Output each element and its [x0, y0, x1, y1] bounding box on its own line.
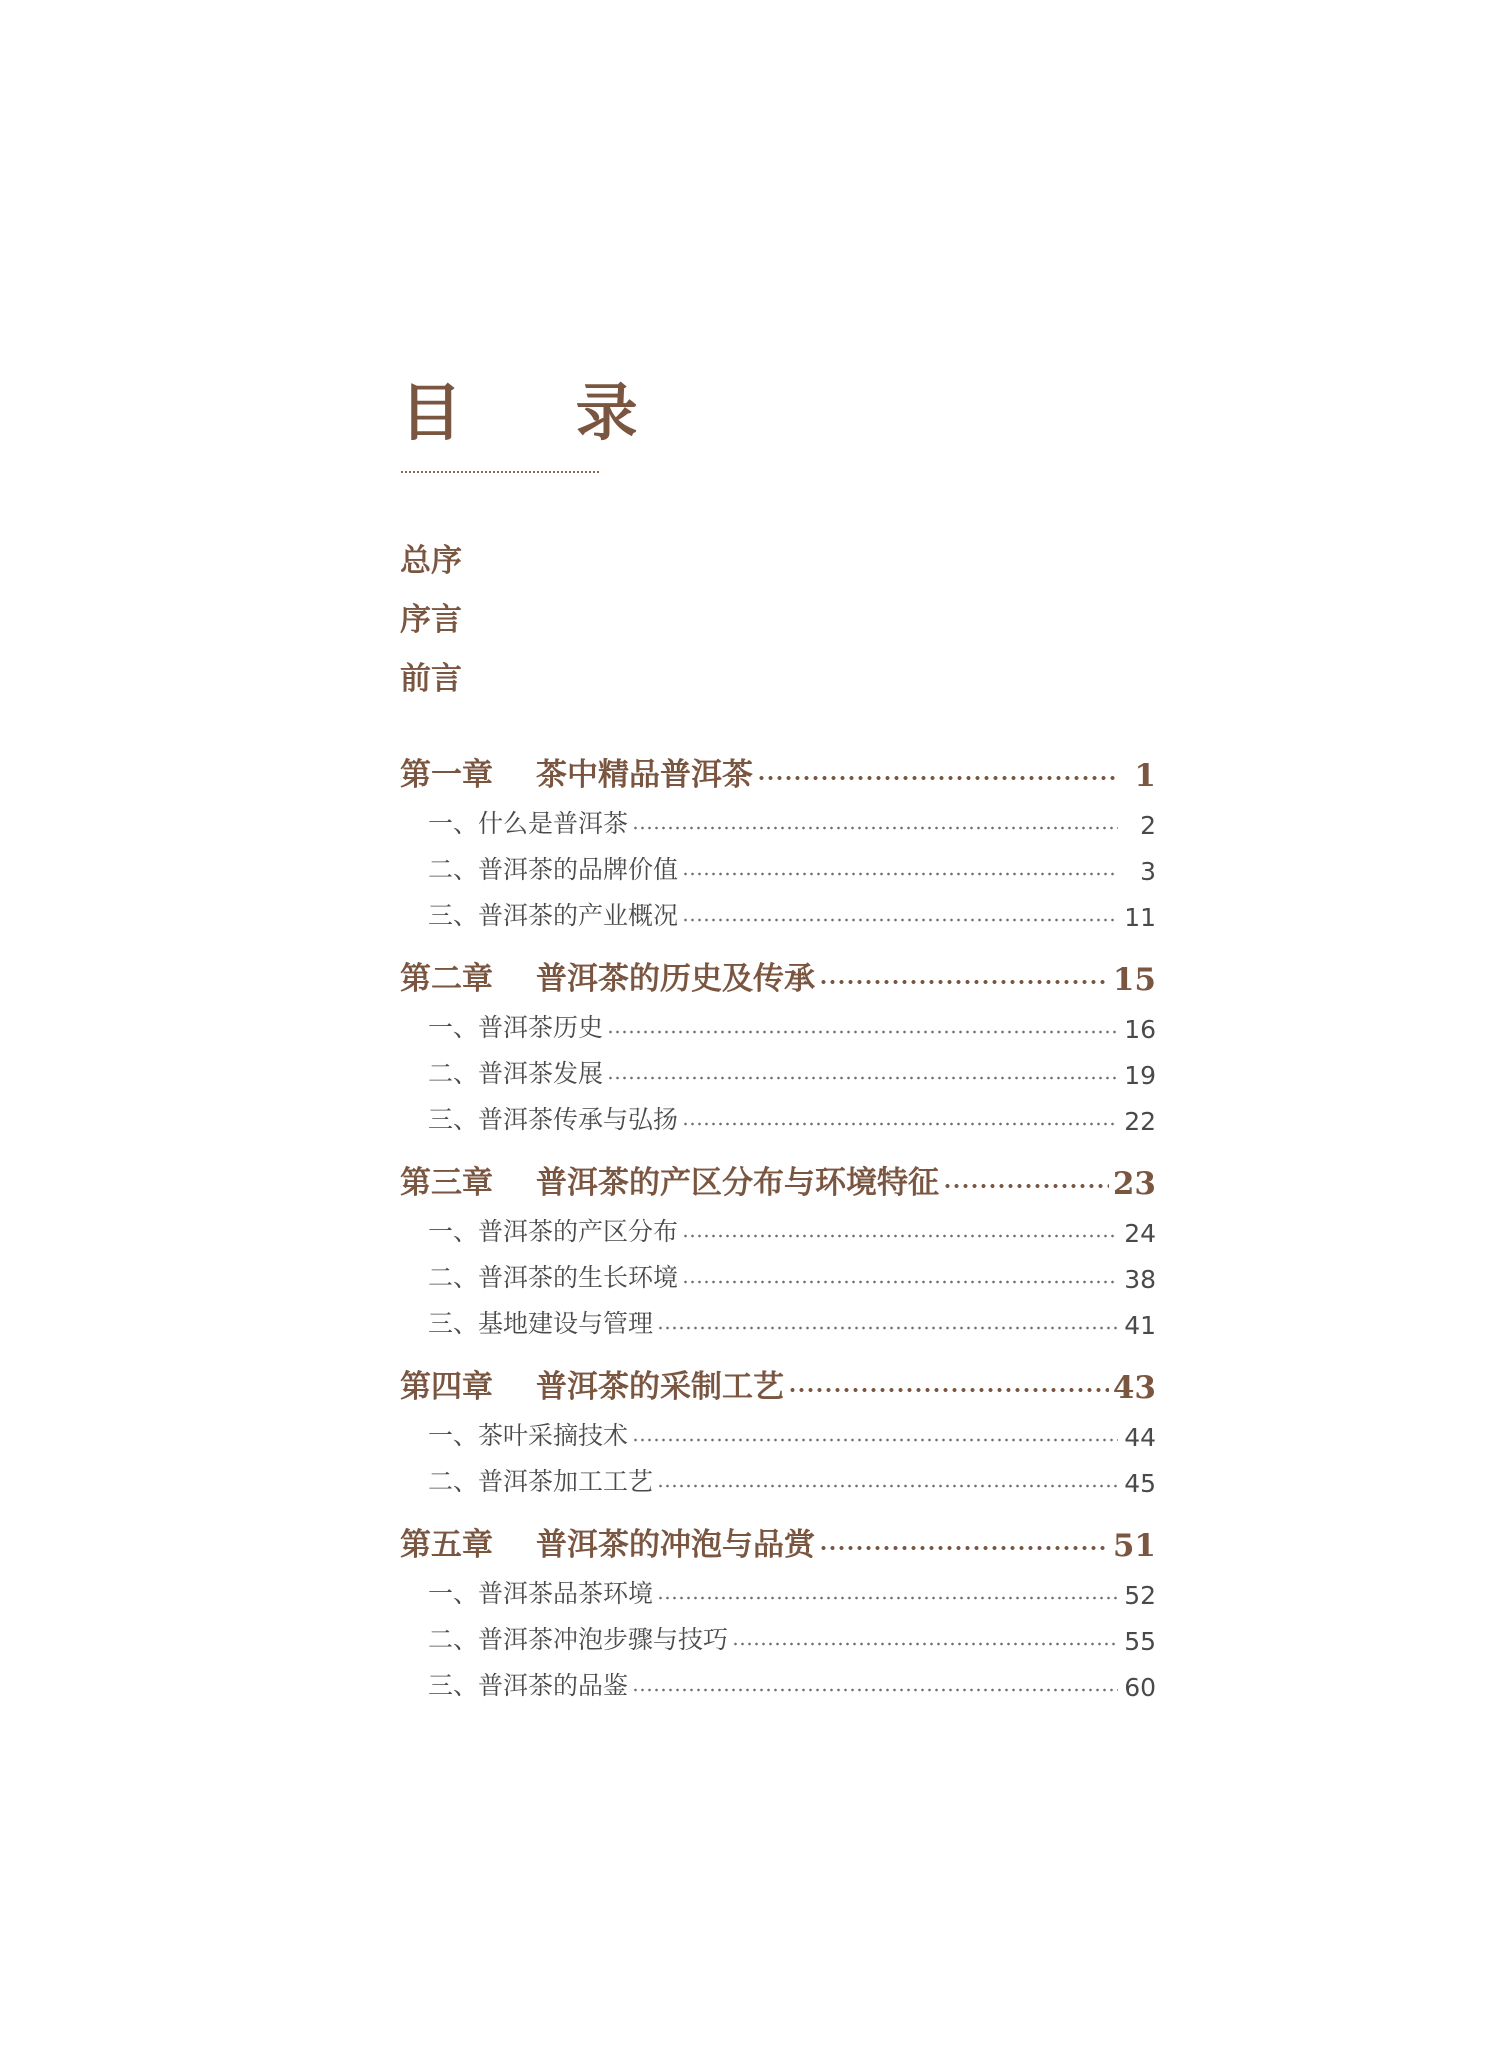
chapter-number: 第三章: [400, 1165, 493, 1201]
section-title: 三、普洱茶传承与弘扬: [428, 1105, 679, 1134]
section-entry[interactable]: [400, 1610, 1156, 1656]
section-page-number: 3: [1140, 857, 1156, 886]
section-page-number: 44: [1124, 1423, 1156, 1452]
section-title: 二、普洱茶冲泡步骤与技巧: [428, 1625, 729, 1654]
table-of-contents: [400, 738, 1156, 1712]
section-title: 一、普洱茶品茶环境: [428, 1579, 654, 1608]
section-entry[interactable]: [400, 840, 1156, 886]
section-title: 三、普洱茶的品鉴: [428, 1671, 629, 1700]
chapter-entry[interactable]: [400, 942, 1156, 998]
chapter-page-number: 1: [1134, 758, 1156, 794]
chapter-block: [400, 738, 1156, 932]
section-page-number: 16: [1124, 1015, 1156, 1044]
section-entry[interactable]: [400, 1452, 1156, 1498]
section-page-number: 19: [1124, 1061, 1156, 1090]
chapter-page-number: 15: [1112, 962, 1156, 998]
front-matter-item[interactable]: 序言: [400, 602, 462, 638]
dot-leader: [682, 1121, 1118, 1127]
chapter-number: 第五章: [400, 1527, 493, 1563]
chapter-block: [400, 942, 1156, 1136]
dot-leader: [657, 1325, 1118, 1331]
chapter-block: [400, 1508, 1156, 1702]
page-title: 目 录: [400, 376, 684, 449]
chapter-entry[interactable]: [400, 1508, 1156, 1564]
front-matter-item[interactable]: 前言: [400, 661, 462, 697]
chapter-title: 普洱茶的冲泡与品赏: [536, 1527, 815, 1563]
dot-leader: [819, 1544, 1109, 1552]
dot-leader: [682, 1233, 1118, 1239]
chapter-page-number: 51: [1112, 1528, 1156, 1564]
front-matter-item[interactable]: 总序: [400, 543, 462, 579]
chapter-page-number: 43: [1112, 1370, 1156, 1406]
section-entry[interactable]: [400, 1248, 1156, 1294]
dot-leader: [732, 1641, 1118, 1647]
section-title: 三、普洱茶的产业概况: [428, 901, 679, 930]
section-title: 一、普洱茶历史: [428, 1013, 604, 1042]
chapter-entry[interactable]: [400, 738, 1156, 794]
section-title: 一、普洱茶的产区分布: [428, 1217, 679, 1246]
chapter-title: 普洱茶的产区分布与环境特征: [536, 1165, 939, 1201]
dot-leader: [657, 1595, 1118, 1601]
dot-leader: [943, 1182, 1109, 1190]
chapter-page-number: 23: [1112, 1166, 1156, 1202]
section-title: 一、茶叶采摘技术: [428, 1421, 629, 1450]
chapter-title: 普洱茶的历史及传承: [536, 961, 815, 997]
section-page-number: 52: [1124, 1581, 1156, 1610]
section-entry[interactable]: [400, 1564, 1156, 1610]
section-entry[interactable]: [400, 1044, 1156, 1090]
dot-leader: [657, 1483, 1118, 1489]
chapter-block: [400, 1146, 1156, 1340]
section-entry[interactable]: [400, 1656, 1156, 1702]
section-entry[interactable]: [400, 998, 1156, 1044]
section-title: 二、普洱茶的品牌价值: [428, 855, 679, 884]
section-page-number: 38: [1124, 1265, 1156, 1294]
title-dotted-rule: [401, 471, 599, 473]
chapter-number: 第四章: [400, 1369, 493, 1405]
section-title: 一、什么是普洱茶: [428, 809, 629, 838]
chapter-number: 第二章: [400, 961, 493, 997]
section-title: 二、普洱茶加工工艺: [428, 1467, 654, 1496]
section-page-number: 11: [1124, 903, 1156, 932]
section-entry[interactable]: [400, 1294, 1156, 1340]
chapter-title: 茶中精品普洱茶: [536, 757, 753, 793]
section-entry[interactable]: [400, 1202, 1156, 1248]
dot-leader: [819, 978, 1109, 986]
chapter-title: 普洱茶的采制工艺: [536, 1369, 784, 1405]
dot-leader: [632, 1437, 1118, 1443]
section-page-number: 45: [1124, 1469, 1156, 1498]
dot-leader: [632, 825, 1118, 831]
dot-leader: [607, 1029, 1118, 1035]
chapter-block: [400, 1350, 1156, 1498]
dot-leader: [757, 774, 1118, 782]
section-page-number: 2: [1140, 811, 1156, 840]
dot-leader: [682, 871, 1118, 877]
dot-leader: [682, 1279, 1118, 1285]
chapter-entry[interactable]: [400, 1146, 1156, 1202]
section-page-number: 22: [1124, 1107, 1156, 1136]
dot-leader: [788, 1386, 1109, 1394]
section-entry[interactable]: [400, 1406, 1156, 1452]
section-title: 二、普洱茶发展: [428, 1059, 604, 1088]
front-matter-list: [400, 535, 462, 712]
section-title: 二、普洱茶的生长环境: [428, 1263, 679, 1292]
section-page-number: 55: [1124, 1627, 1156, 1656]
dot-leader: [632, 1687, 1118, 1693]
dot-leader: [682, 917, 1118, 923]
chapter-entry[interactable]: [400, 1350, 1156, 1406]
section-page-number: 41: [1124, 1311, 1156, 1340]
section-title: 三、基地建设与管理: [428, 1309, 654, 1338]
dot-leader: [607, 1075, 1118, 1081]
section-entry[interactable]: [400, 886, 1156, 932]
section-entry[interactable]: [400, 794, 1156, 840]
section-page-number: 24: [1124, 1219, 1156, 1248]
section-entry[interactable]: [400, 1090, 1156, 1136]
chapter-number: 第一章: [400, 757, 493, 793]
section-page-number: 60: [1124, 1673, 1156, 1702]
